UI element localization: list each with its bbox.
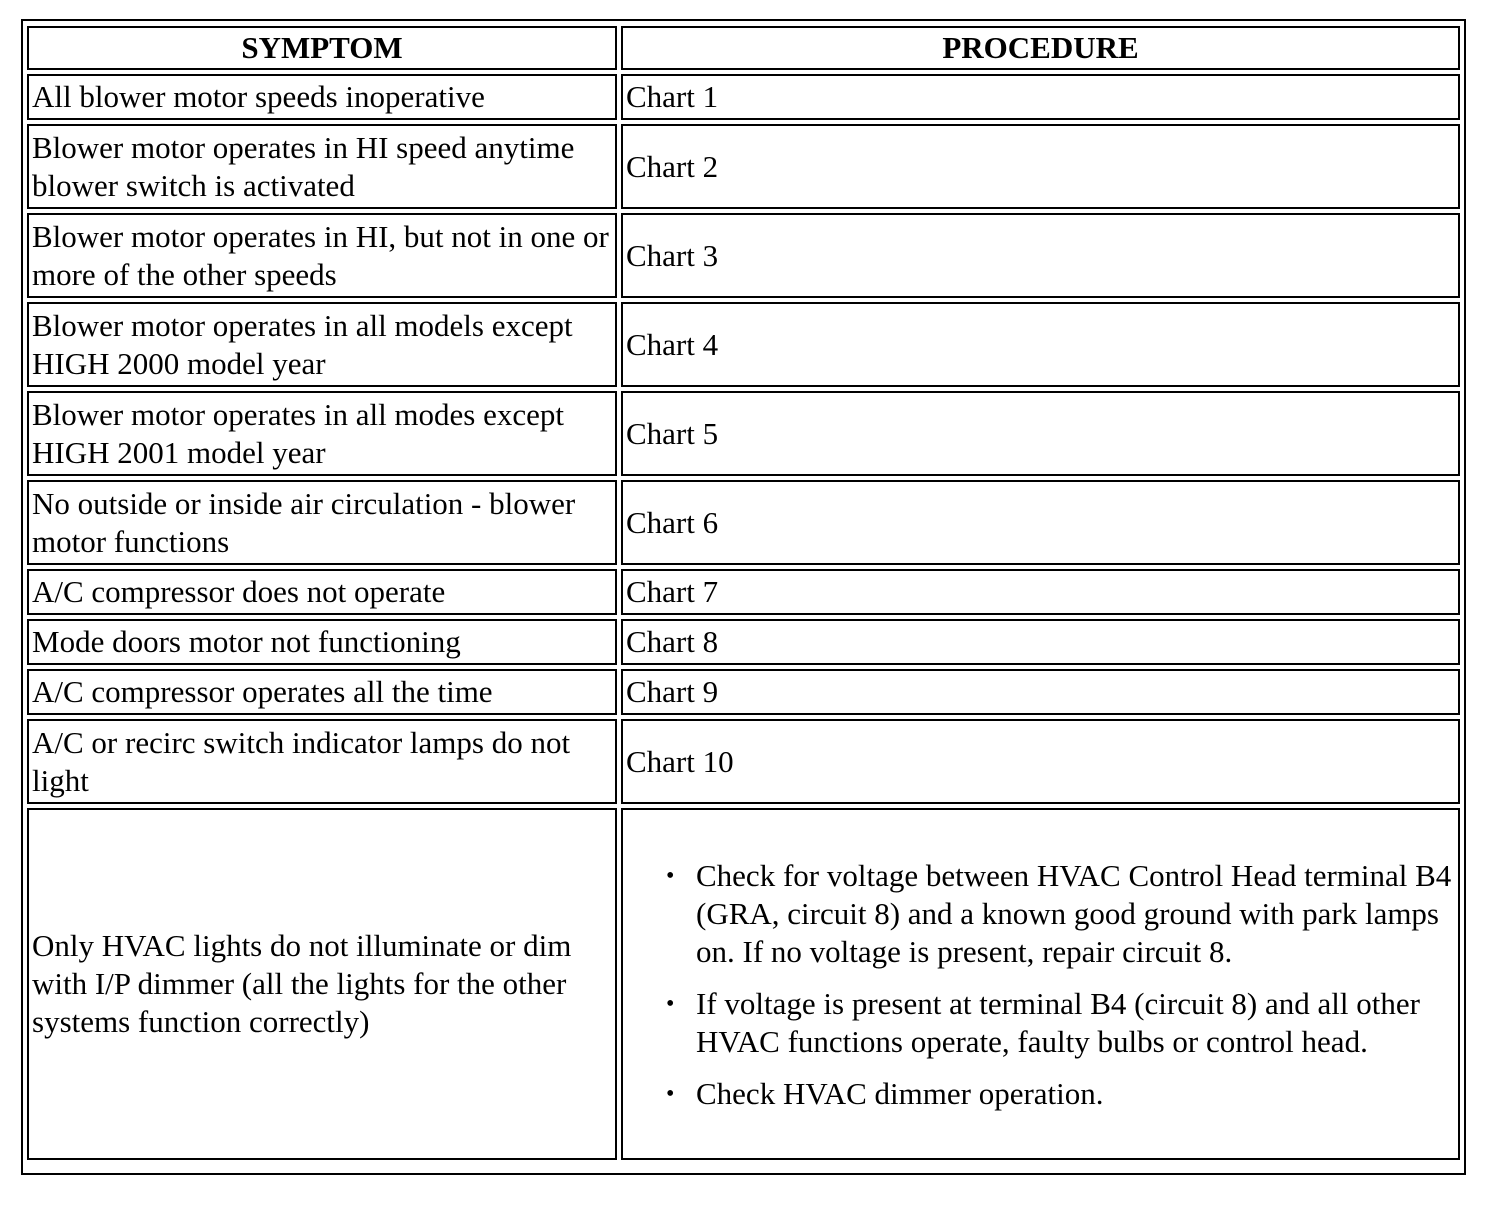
table-row [27, 213, 1460, 298]
bullet-icon: • [666, 863, 675, 889]
procedure-cell: Chart 9 [621, 669, 1460, 715]
procedure-cell: Chart 5 [621, 391, 1460, 476]
procedure-cell: Chart 2 [621, 124, 1460, 209]
procedure-cell: Chart 4 [621, 302, 1460, 387]
table-row [27, 124, 1460, 209]
symptom-cell: A/C compressor does not operate [27, 569, 617, 615]
table-row [27, 74, 1460, 120]
symptom-procedure-table [23, 22, 1464, 1164]
symptom-cell: Blower motor operates in all modes except HIGH 2001 model year [27, 391, 617, 476]
procedure-step [666, 985, 1455, 1061]
symptom-cell: Only HVAC lights do not illuminate or dim with I/P dimmer (all the lights for the other systems function correctly) [27, 808, 617, 1160]
table-row [27, 480, 1460, 565]
symptom-cell: A/C compressor operates all the time [27, 669, 617, 715]
table-row [27, 569, 1460, 615]
symptom-cell: All blower motor speeds inoperative [27, 74, 617, 120]
procedure-cell: Chart 8 [621, 619, 1460, 665]
header-symptom: SYMPTOM [27, 26, 617, 70]
procedure-cell: Chart 3 [621, 213, 1460, 298]
procedure-cell: Chart 10 [621, 719, 1460, 804]
procedure-cell: Chart 6 [621, 480, 1460, 565]
procedure-step-text: Check for voltage between HVAC Control Head terminal B4 (GRA, circuit 8) and a known good ground with park lamps on. If no voltage is present, repair circuit 8. [696, 858, 1452, 969]
symptom-cell: Blower motor operates in all models except HIGH 2000 model year [27, 302, 617, 387]
procedure-cell: Chart 1 [621, 74, 1460, 120]
bullet-icon: • [666, 991, 675, 1017]
procedure-step-text: Check HVAC dimmer operation. [696, 1076, 1104, 1111]
procedure-cell [621, 808, 1460, 1160]
table-row [27, 669, 1460, 715]
table-row [27, 302, 1460, 387]
symptom-cell: No outside or inside air circulation - blower motor functions [27, 480, 617, 565]
header-procedure: PROCEDURE [621, 26, 1460, 70]
symptom-cell: Blower motor operates in HI speed anytime blower switch is activated [27, 124, 617, 209]
bullet-icon: • [666, 1081, 675, 1107]
procedure-steps-list [626, 857, 1455, 1113]
table-header-row [27, 26, 1460, 70]
symptom-cell: A/C or recirc switch indicator lamps do not light [27, 719, 617, 804]
procedure-cell: Chart 7 [621, 569, 1460, 615]
symptom-cell: Mode doors motor not functioning [27, 619, 617, 665]
table-row [27, 808, 1460, 1160]
table-row [27, 619, 1460, 665]
procedure-step [666, 857, 1455, 971]
procedure-step [666, 1075, 1455, 1113]
table-row [27, 391, 1460, 476]
procedure-step-text: If voltage is present at terminal B4 (circuit 8) and all other HVAC functions operate, faulty bulbs or control head. [696, 986, 1420, 1059]
symptom-cell: Blower motor operates in HI, but not in one or more of the other speeds [27, 213, 617, 298]
table-row [27, 719, 1460, 804]
